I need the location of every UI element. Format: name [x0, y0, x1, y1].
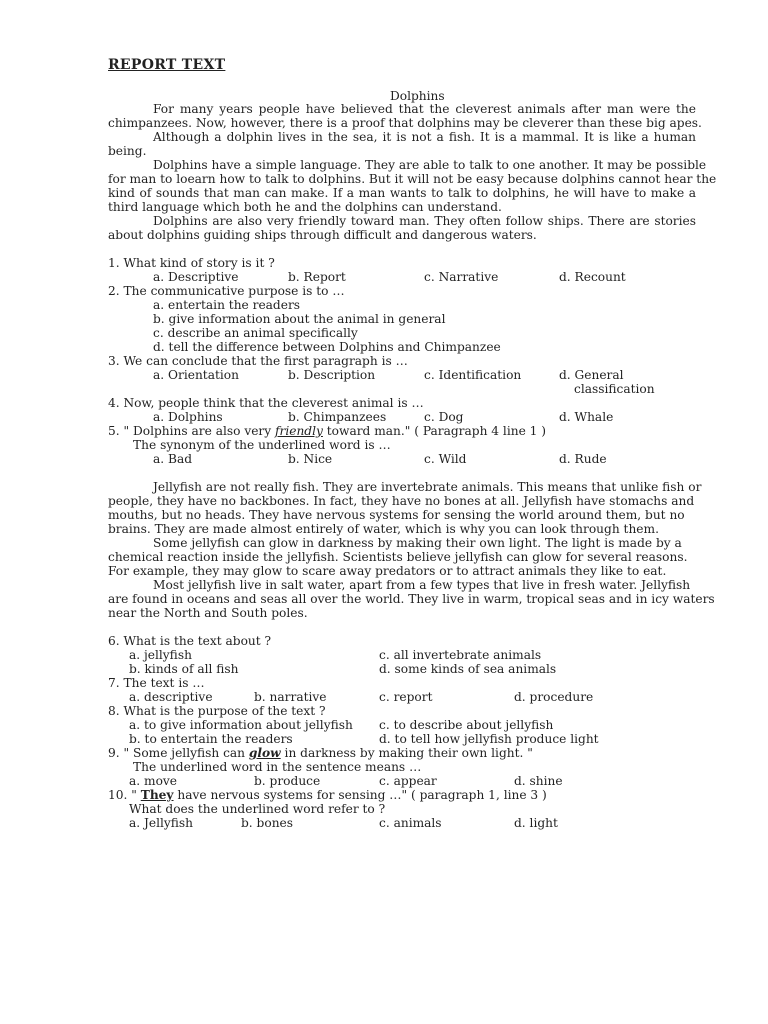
option-b: b. give information about the animal in general	[153, 312, 446, 326]
passage-line: chimpanzees. Now, however, there is a proof that dolphins may be cleverer than these big apes.	[108, 116, 702, 130]
question-stem	[108, 788, 547, 802]
passage-line: kind of sounds that man can make. If a man wants to talk to dolphins, he will have to make a	[108, 186, 696, 200]
passage-line: For many years people have believed that the cleverest animals after man were the	[153, 102, 696, 116]
underlined-word: They	[140, 788, 174, 802]
option-b: b. Report	[288, 270, 346, 284]
stem-text: have nervous systems for sensing …" ( paragraph 1, line 3 )	[173, 788, 547, 802]
question-substem: The underlined word in the sentence means …	[133, 760, 422, 774]
option-d: d. to tell how jellyfish produce light	[379, 732, 599, 746]
option-d: d. General	[559, 368, 624, 382]
stem-text: 5. " Dolphins are also very	[108, 424, 276, 438]
question-substem: What does the underlined word refer to ?	[129, 802, 386, 816]
passage-line: people, they have no backbones. In fact, they have no bones at all. Jellyfish have stomachs and	[108, 494, 695, 508]
question-stem: 1. What kind of story is it ?	[108, 256, 275, 270]
question-substem: The synonym of the underlined word is …	[133, 438, 391, 452]
option-b: b. Nice	[288, 452, 333, 466]
passage-line: Most jellyfish live in salt water, apart from a few types that live in fresh water. Jellyfish	[153, 578, 691, 592]
passage-line: brains. They are made almost entirely of water, which is why you can look through them.	[108, 522, 659, 536]
passage-line: chemical reaction inside the jellyfish. Scientists believe jellyfish can glow for several reasons.	[108, 550, 688, 564]
option-c: c. Narrative	[424, 270, 499, 284]
passage-heading: Dolphins	[390, 89, 445, 103]
passage-line: Jellyfish are not really fish. They are invertebrate animals. This means that unlike fish or	[153, 480, 702, 494]
passage-line: Some jellyfish can glow in darkness by making their own light. The light is made by a	[153, 536, 682, 550]
stem-text: toward man." ( Paragraph 4 line 1 )	[322, 424, 547, 438]
question-stem	[108, 746, 533, 760]
option-c: c. appear	[379, 774, 437, 788]
passage-line: being.	[108, 144, 147, 158]
stem-text: 10. "	[108, 788, 141, 802]
option-d: d. some kinds of sea animals	[379, 662, 557, 676]
passage-line: Dolphins have a simple language. They are able to talk to one another. It may be possible	[153, 158, 707, 172]
option-d: d. tell the difference between Dolphins and Chimpanzee	[153, 340, 501, 354]
option-a: a. Bad	[153, 452, 193, 466]
option-d: d. Rude	[559, 452, 607, 466]
question-stem: 2. The communicative purpose is to …	[108, 284, 345, 298]
option-a: a. to give information about jellyfish	[129, 718, 353, 732]
question-stem: 4. Now, people think that the cleverest animal is …	[108, 396, 424, 410]
option-b: b. narrative	[254, 690, 327, 704]
option-c: c. animals	[379, 816, 442, 830]
option-b: b. to entertain the readers	[129, 732, 293, 746]
option-a: a. jellyfish	[129, 648, 192, 662]
passage-line: mouths, but no heads. They have nervous systems for sensing the world around them, but no	[108, 508, 685, 522]
passage-line: about dolphins guiding ships through difficult and dangerous waters.	[108, 228, 537, 242]
option-a: a. Orientation	[153, 368, 239, 382]
option-a: a. Jellyfish	[129, 816, 194, 830]
option-d: d. shine	[514, 774, 563, 788]
passage-line: third language which both he and the dolphins can understand.	[108, 200, 502, 214]
passage-line: Although a dolphin lives in the sea, it is not a fish. It is a mammal. It is like a human	[153, 130, 696, 144]
passage-line: near the North and South poles.	[108, 606, 308, 620]
option-b: b. bones	[241, 816, 294, 830]
page-title: REPORT TEXT	[108, 57, 226, 73]
stem-text: in darkness by making their own light. "	[280, 746, 533, 760]
stem-text: 9. " Some jellyfish can	[108, 746, 249, 760]
option-a: a. move	[129, 774, 178, 788]
passage-line: for man to loearn how to talk to dolphins. But it will not be easy because dolphins cannot hear the	[108, 172, 717, 186]
option-c: c. Wild	[424, 452, 467, 466]
option-c: c. all invertebrate animals	[379, 648, 542, 662]
question-stem: 8. What is the purpose of the text ?	[108, 704, 326, 718]
underlined-word: glow	[248, 746, 281, 760]
option-a: a. Descriptive	[153, 270, 239, 284]
question-stem: 3. We can conclude that the first paragraph is …	[108, 354, 408, 368]
option-c: c. describe an animal specifically	[153, 326, 358, 340]
option-b: b. Chimpanzees	[288, 410, 387, 424]
question-stem	[108, 424, 546, 438]
option-d: d. light	[514, 816, 558, 830]
option-d-continued: classification	[574, 382, 655, 396]
option-c: c. Identification	[424, 368, 522, 382]
option-d: d. Recount	[559, 270, 626, 284]
option-a: a. Dolphins	[153, 410, 223, 424]
option-b: b. Description	[288, 368, 376, 382]
passage-line: For example, they may glow to scare away predators or to attract animals they like to eat.	[108, 564, 667, 578]
option-a: a. entertain the readers	[153, 298, 301, 312]
option-c: c. report	[379, 690, 433, 704]
option-c: c. to describe about jellyfish	[379, 718, 554, 732]
option-b: b. produce	[254, 774, 321, 788]
passage-line: Dolphins are also very friendly toward man. They often follow ships. There are stories	[153, 214, 696, 228]
option-d: d. Whale	[559, 410, 614, 424]
question-stem: 7. The text is …	[108, 676, 205, 690]
passage-line: are found in oceans and seas all over the world. They live in warm, tropical seas and in icy waters	[108, 592, 715, 606]
option-a: a. descriptive	[129, 690, 213, 704]
option-d: d. procedure	[514, 690, 594, 704]
question-stem: 6. What is the text about ?	[108, 634, 272, 648]
option-c: c. Dog	[424, 410, 464, 424]
option-b: b. kinds of all fish	[129, 662, 239, 676]
underlined-word: friendly	[275, 424, 323, 438]
